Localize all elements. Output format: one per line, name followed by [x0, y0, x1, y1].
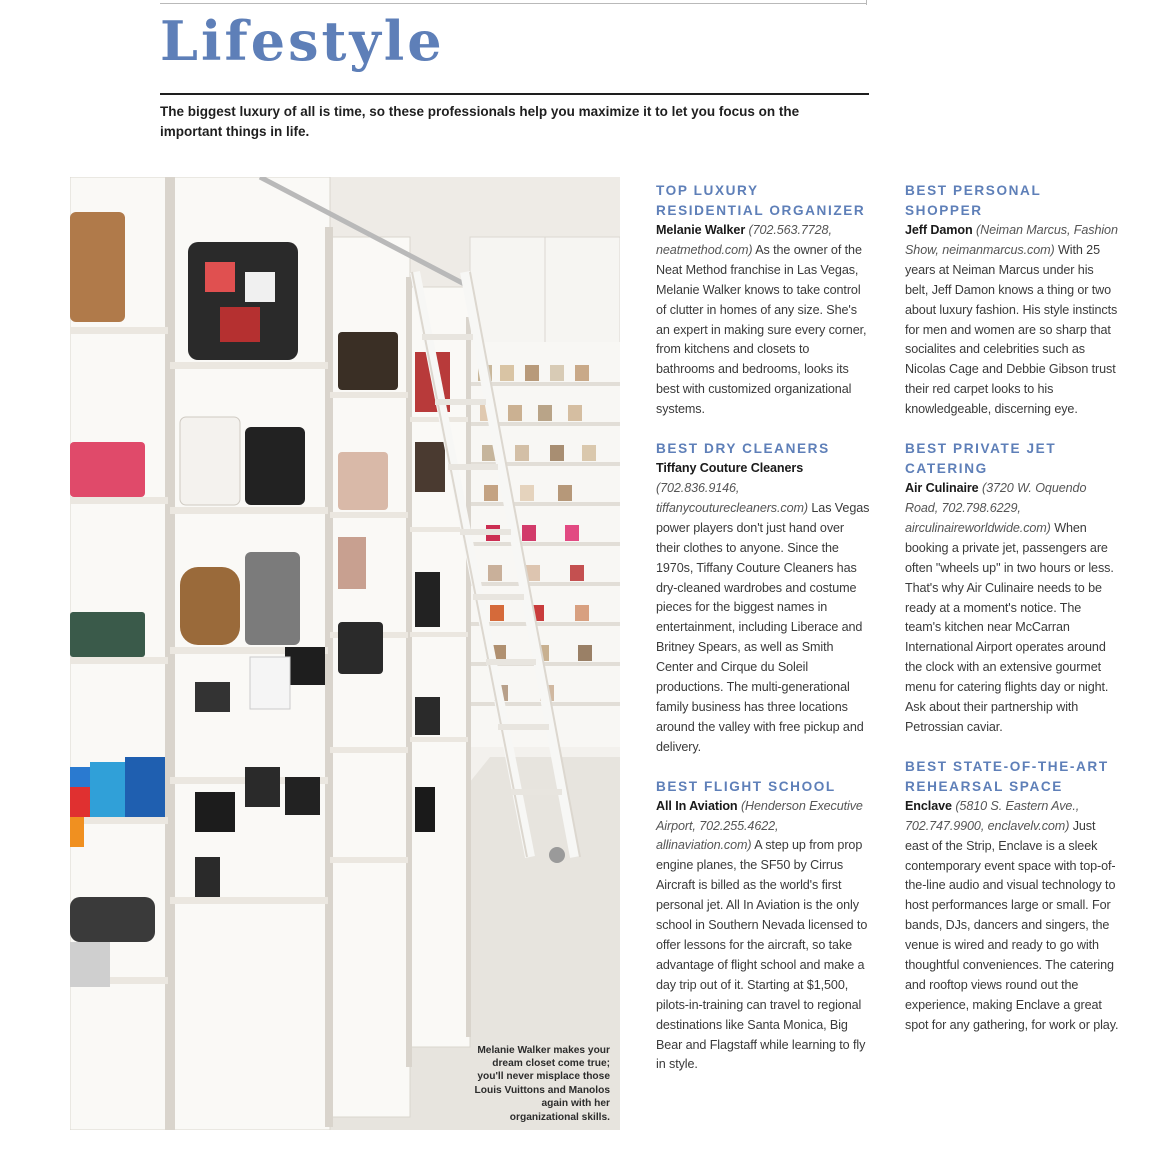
entry-text — [905, 797, 1120, 1036]
entry-contact: (3720 W. Oquendo Road, 702.798.6229, airculinaireworldwide.com) — [905, 481, 1087, 535]
photo-caption: Melanie Walker makes your dream closet come true; you'll never misplace those Louis Vuittons and Manolos again with her organizational skills. — [474, 1044, 610, 1123]
intro-text: The biggest luxury of all is time, so these professionals help you maximize it to let you focus on the important things in life. — [160, 104, 800, 139]
entry-name: Tiffany Couture Cleaners — [656, 461, 804, 476]
entry-dry-cleaners — [656, 439, 871, 758]
entry-body: With 25 years at Neiman Marcus under his belt, Jeff Damon knows a thing or two about luxury fashion. His style instincts for men and women are so sharp that socialites and celebrities such as Nicolas Cage and Debbie Gibson trust their red carpet looks to his knowledgeable, discerning eye. — [905, 242, 1118, 417]
entry-text — [656, 221, 871, 420]
entry-flight-school — [656, 777, 871, 1076]
closet-illustration — [70, 177, 620, 1130]
entry-personal-shopper — [905, 181, 1120, 420]
entry-rehearsal-space — [905, 757, 1120, 1036]
section-title: Lifestyle — [160, 9, 445, 73]
entry-contact: (702.836.9146, tiffanycouturecleaners.com) — [656, 480, 808, 515]
entry-body: As the owner of the Neat Method franchise in Las Vegas, Melanie Walker knows to take control of clutter in homes of any size. She's an expert in making sure every corner, from kitchens and closets to bathrooms and bedrooms, looks its best with customized organizational systems. — [656, 242, 867, 417]
entry-body: Las Vegas power players don't just hand over their clothes to anyone. Since the 1970s, Tiffany Couture Cleaners has dry-cleaned wardrobes and costume pieces for the biggest names in entertainment, including Liberace and Britney Spears, as well as Smith Center and Cirque du Soleil productions. The multi-generational family business has three locations around the valley with free pickup and delivery. — [656, 500, 870, 754]
closet-photo — [70, 177, 620, 1130]
entry-residential-organizer — [656, 181, 871, 420]
title-rule — [160, 93, 869, 95]
entry-contact: (702.563.7728, neatmethod.com) — [656, 223, 832, 257]
entry-contact: (Henderson Executive Airport, 702.255.4622, allinaviation.com) — [656, 798, 863, 853]
entry-body: A step up from prop engine planes, the SF50 by Cirrus Aircraft is billed as the world's first personal jet. All In Aviation is the only school in Southern Nevada licensed to offer lessons for the aircraft, so take advantage of flight school and make a day trip out of it. Starting at $1,500, pilots-in-training can travel to regional destinations like Santa Monica, Big Bear and Flagstaff while learning to fly in style. — [656, 838, 868, 1072]
entry-text — [905, 221, 1120, 420]
entry-heading: BEST FLIGHT SCHOOL — [656, 778, 836, 794]
column-right — [905, 181, 1120, 1055]
entry-heading: BEST STATE-OF-THE-ART REHEARSAL SPACE — [905, 758, 1109, 794]
entry-body: When booking a private jet, passengers are often "wheels up" in two hours or less. That's why Air Culinaire needs to be ready at a moment's notice. The team's kitchen near McCarran International Airport operates around the clock with an extensive gourmet menu for catering flights day or night. Ask about their partnership with Petrossian caviar. — [905, 520, 1114, 734]
entry-body: Just east of the Strip, Enclave is a sleek contemporary event space with top-of-the-line audio and visual technology to host performances large or small. For bands, DJs, dancers and singers, the venue is wired and ready to go with thoughtful conveniences. The catering and rooftop views round out the experience, making Enclave a great spot for any gathering, for work or play. — [905, 818, 1119, 1032]
entry-heading: BEST DRY CLEANERS — [656, 441, 830, 457]
column-left — [656, 181, 871, 1094]
entry-heading: BEST PERSONAL SHOPPER — [905, 183, 1042, 218]
entry-name: All In Aviation — [656, 798, 738, 813]
top-rule — [160, 3, 867, 4]
entry-heading: TOP LUXURY RESIDENTIAL ORGANIZER — [656, 183, 866, 218]
entry-contact: (Neiman Marcus, Fashion Show, neimanmarcus.com) — [905, 223, 1118, 257]
entry-name: Air Culinaire — [905, 481, 979, 496]
entry-text — [905, 479, 1120, 738]
entry-jet-catering — [905, 439, 1120, 738]
entry-name: Melanie Walker — [656, 223, 746, 237]
entry-heading: BEST PRIVATE JET CATERING — [905, 441, 1057, 477]
entry-name: Enclave — [905, 798, 952, 813]
top-rule-tick — [866, 0, 867, 5]
entry-text — [656, 797, 871, 1076]
entry-text — [656, 459, 871, 758]
entry-name: Jeff Damon — [905, 223, 973, 237]
entry-contact: (5810 S. Eastern Ave., 702.747.9900, enclavelv.com) — [905, 798, 1080, 833]
